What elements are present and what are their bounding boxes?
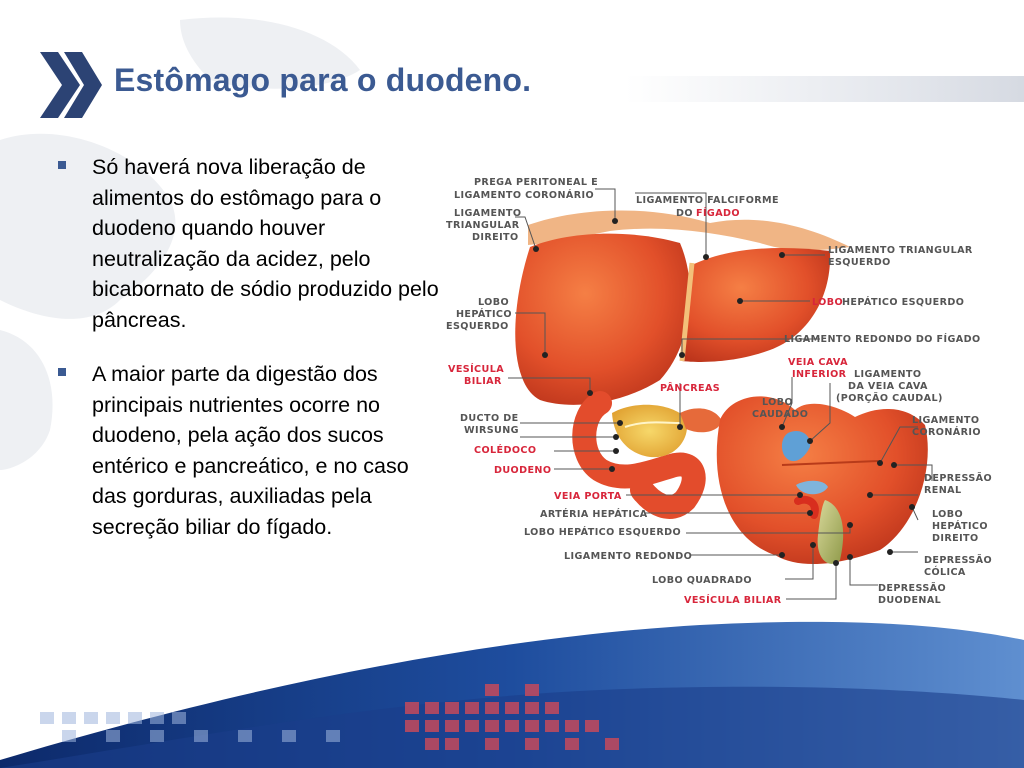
label-dep-renal-line1: DEPRESSÃO xyxy=(924,473,993,484)
label-dep-duodenal-line1: DEPRESSÃO xyxy=(878,583,947,594)
label-lig-falciforme-line2: DO xyxy=(676,208,693,219)
double-chevron-icon xyxy=(38,50,102,120)
label-vesicula-bottom: VESÍCULA BILIAR xyxy=(684,595,782,606)
label-prega-line1: PREGA PERITONEAL E xyxy=(474,177,599,188)
label-duodeno: DUODENO xyxy=(494,465,552,476)
bottom-wave xyxy=(0,622,1024,768)
pancreas-tail xyxy=(680,408,722,432)
label-lig-redondo-figado: LIGAMENTO REDONDO DO FÍGADO xyxy=(784,334,981,345)
label-lobo-caudado-line1: LOBO xyxy=(762,397,793,408)
label-dep-colica-line2: CÓLICA xyxy=(924,567,966,578)
label-prega-line2: LIGAMENTO CORONÁRIO xyxy=(454,190,595,201)
label-lobo-quadrado: LOBO QUADRADO xyxy=(652,575,752,586)
label-lobo-caudado-line2: CAUDADO xyxy=(752,409,809,420)
label-lig-veia-cava-line3: (PORÇÃO CAUDAL) xyxy=(836,393,943,404)
label-lig-tri-dir-line1: LIGAMENTO xyxy=(454,208,522,219)
bullet-item xyxy=(56,359,446,542)
square-bullet-icon xyxy=(58,161,66,169)
label-veia-cava-line1: VEIA CAVA xyxy=(788,357,848,368)
label-veia-cava-line2: INFERIOR xyxy=(792,369,847,380)
label-lig-tri-esq-line2: ESQUERDO xyxy=(828,257,891,268)
bullet-text: A maior parte da digestão dos principais nutrientes ocorre no duodeno, pela ação dos sucos entérico e pancreático, e no caso das gorduras, auxiliadas pela secreção biliar do fígado. xyxy=(92,362,409,539)
liver-right-lobe xyxy=(515,234,690,405)
label-lig-veia-cava-line2: DA VEIA CAVA xyxy=(848,381,928,392)
label-lig-tri-dir-line2: TRIANGULAR xyxy=(446,220,520,231)
liver-anatomy-diagram xyxy=(430,165,1020,620)
label-lobo-hep-esq-bottom: LOBO HEPÁTICO ESQUERDO xyxy=(524,527,682,538)
label-lig-coronario-line2: CORONÁRIO xyxy=(912,427,981,438)
square-bullet-icon xyxy=(58,368,66,376)
label-lig-tri-esq-line1: LIGAMENTO TRIANGULAR xyxy=(828,245,973,256)
label-veia-porta: VEIA PORTA xyxy=(554,491,622,502)
label-vesicula-line1: VESÍCULA xyxy=(448,364,505,375)
slide-title: Estômago para o duodeno. xyxy=(114,62,532,98)
bullet-text: Só haverá nova liberação de alimentos do estômago para o duodeno quando houver neutralização da acidez, pelo bicabornato de sódio produzido pelo pâncreas. xyxy=(92,155,439,332)
label-dep-renal-line2: RENAL xyxy=(924,485,962,496)
bullet-item xyxy=(56,152,446,335)
label-lig-redondo: LIGAMENTO REDONDO xyxy=(564,551,693,562)
label-lig-tri-dir-line3: DIREITO xyxy=(472,232,519,243)
label-lobo-hep-esq-a: LOBO xyxy=(812,297,843,308)
label-lobo-hep-esq-b: HEPÁTICO ESQUERDO xyxy=(842,297,965,308)
label-lobo-hep-direito-line1: LOBO xyxy=(932,509,963,520)
label-ducto-line1: DUCTO DE xyxy=(460,413,519,424)
label-arteria-hepatica: ARTÉRIA HEPÁTICA xyxy=(540,509,648,520)
label-dep-duodenal-line2: DUODENAL xyxy=(878,595,942,606)
label-lobo-hep-direito-line2: HEPÁTICO xyxy=(932,521,988,532)
label-lig-coronario-line1: LIGAMENTO xyxy=(912,415,980,426)
label-dep-colica-line1: DEPRESSÃO xyxy=(924,555,993,566)
label-lobo-hep-dir-line2: HEPÁTICO xyxy=(456,309,512,320)
label-lig-veia-cava-line1: LIGAMENTO xyxy=(854,369,922,380)
title-underline-bar xyxy=(625,76,1024,102)
bullet-list xyxy=(56,152,446,566)
pancreas-shape xyxy=(612,405,687,457)
label-pancreas: PÂNCREAS xyxy=(660,383,721,394)
label-lobo-hep-direito-line3: DIREITO xyxy=(932,533,979,544)
label-figado: FÍGADO xyxy=(696,208,740,219)
label-lobo-hep-dir-line3: ESQUERDO xyxy=(446,321,509,332)
label-ducto-line2: WIRSUNG xyxy=(464,425,519,436)
label-lig-falciforme-line1: LIGAMENTO FALCIFORME xyxy=(636,195,779,206)
label-coledoco: COLÉDOCO xyxy=(474,445,537,456)
label-lobo-hep-dir-line1: LOBO xyxy=(478,297,509,308)
label-vesicula-line2: BILIAR xyxy=(464,376,502,387)
